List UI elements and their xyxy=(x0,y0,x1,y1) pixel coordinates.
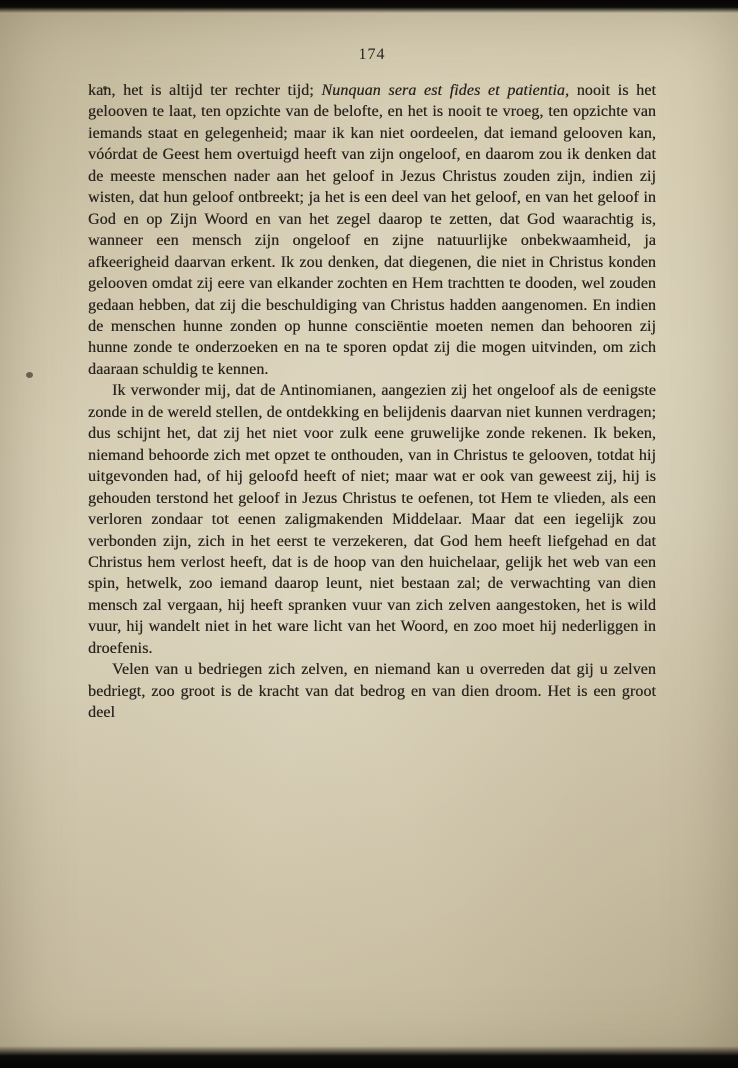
scan-top-edge xyxy=(0,0,738,13)
paragraph-1-lead: kan, het is altijd ter rechter tijd; xyxy=(88,82,322,99)
scan-bottom-edge xyxy=(0,1046,738,1068)
latin-phrase-italic: Nunquan sera est fides et patientia, xyxy=(321,82,570,99)
paragraph-3: Velen van u bedriegen zich zelven, en niemand kan u overreden dat gij u zelven bedriegt, zoo groot is de kracht van dat bedrog en van dien droom. Het is een groot deel xyxy=(88,661,656,722)
paragraph-1 xyxy=(88,80,656,380)
page-number: 174 xyxy=(358,46,386,63)
paragraph-2: Ik verwonder mij, dat de Antinomianen, aangezien zij het ongeloof als de eenigste zonde in de wereld stellen, de ontdekking en belijdenis daarvan niet kunnen verdragen; dus schijnt het, dat zij het niet voor zulk eene gruwelijke zonde rekenen. Ik beken, niemand behoorde zich met opzet te onthouden, van in Christus te gelooven, totdat hij uitgevonden had, of hij geloofd heeft of niet; maar wat er ook van geweest zij, hij is gehouden terstond het geloof in Jezus Christus te oefenen, tot Hem te vlieden, als een verloren zondaar tot eenen zaligmakenden Middelaar. Maar dat een iegelijk zou verbonden zijn, zich in het eerst te verzekeren, dat God hem heeft liefgehad en dat Christus hem verlost heeft, dat is de hoop van den huichelaar, gelijk het web van een spin, hetwelk, zoo iemand daarop leunt, niet bestaan zal; de verwachting van dien mensch zal vergaan, hij heeft spranken vuur van zich zelven aangestoken, het is wild vuur, hij wandelt niet in het ware licht van het Woord, en zoo moet hij nederliggen in droefenis. xyxy=(88,382,656,657)
paragraph-1-rest: nooit is het gelooven te laat, ten opzichte van de belofte, en het is nooit te vroeg, ten opzichte van iemands staat en gelegenheid; maar ik kan niet oordeelen, dat iemand gelooven kan, vóórdat de Geest hem overtuigd heeft van zijn ongeloof, en daarom zou ik denken dat de meeste menschen nader aan het geloof in Jezus Christus zouden zijn, indien zij wisten, dat hun geloof ontbreekt; ja het is een deel van het geloof, en van het geloof in God en op Zijn Woord en van het zegel daarop te zetten, dat God waarachtig is, wanneer een mensch zijn ongeloof en zijne natuurlijke onbekwaamheid, ja afkeerigheid daarvan erkent. Ik zou denken, dat diegenen, die niet in Christus konden gelooven omdat zij eere van elkander zochten en Hem trachtten te dooden, wel zouden gedaan hebben, dat zij die beschuldiging van Christus hadden aangenomen. En indien de menschen hunne zonden op hunne consciëntie moeten nemen dan behooren zij hunne zonde te onderzoeken en na te sporen opdat zij die mogen uitvinden, om zich daaraan schuldig te kennen. xyxy=(88,82,656,378)
page-content xyxy=(88,46,656,724)
text-block xyxy=(88,80,656,724)
paper-speck xyxy=(26,372,33,378)
